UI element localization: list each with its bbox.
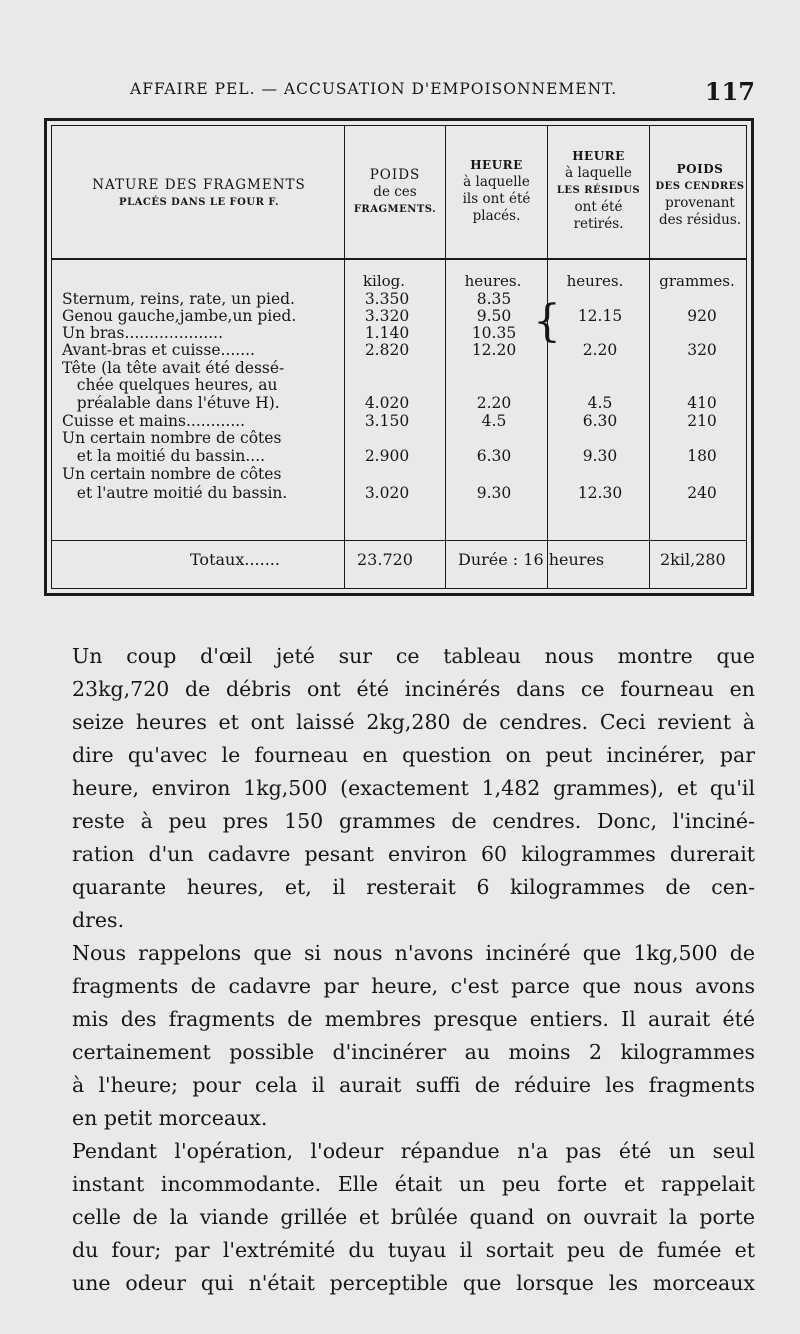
header-heure-retrait <box>548 148 649 233</box>
text-line: dres. <box>72 908 125 932</box>
header-nature-line2: PLACÉS DANS LE FOUR F. <box>119 197 279 208</box>
cell-residus: 210 <box>687 412 717 430</box>
header-residus-line1: POIDS <box>676 162 724 176</box>
totals-residus: 2kil,280 <box>660 550 726 569</box>
cell-retire: 9.30 <box>582 447 618 465</box>
cell-poids: 4.020 <box>364 394 410 412</box>
header-poids-line3: FRAGMENTS. <box>353 204 437 215</box>
text-line: celle de la viande grillée et brûlée quand on ouvrait la porte <box>72 1205 755 1229</box>
text-line: ration d'un cadavre pesant environ 60 kilogrammes durerait <box>72 842 755 866</box>
cell-poids: 2.820 <box>364 341 410 359</box>
cell-heure: 4.5 <box>481 412 507 430</box>
header-retire-line1: HEURE <box>572 149 625 163</box>
cell-heure: 6.30 <box>476 447 512 465</box>
header-nature <box>55 177 343 211</box>
cell-poids: 3.350 <box>364 290 410 308</box>
text-line: certainement possible d'incinérer au moins 2 kilogrammes <box>72 1040 755 1064</box>
header-residus-line2: DES CENDRES <box>655 181 745 192</box>
cell-desc: Tête (la tête avait été dessé- <box>62 359 285 377</box>
cell-retire: 4.5 <box>587 394 613 412</box>
cell-heure: 2.20 <box>476 394 512 412</box>
text-line: heure, environ 1kg,500 (exactement 1,482 grammes), et qu'il <box>72 776 755 800</box>
cell-poids: 3.320 <box>364 307 410 325</box>
cell-residus: 920 <box>687 307 717 325</box>
cell-desc: Un certain nombre de côtes <box>62 465 282 483</box>
unit-heure: heures. <box>464 272 522 290</box>
cell-poids: 2.900 <box>364 447 410 465</box>
totals-label: Totaux....... <box>190 550 280 569</box>
header-residus-line4: des résidus. <box>658 212 742 228</box>
header-heure-line4: placés. <box>472 208 521 224</box>
cell-residus: 410 <box>687 394 717 412</box>
text-line: seize heures et ont laissé 2kg,280 de cendres. Ceci revient à <box>72 710 755 734</box>
cell-desc: et la moitié du bassin.... <box>62 447 266 465</box>
cell-desc: Avant-bras et cuisse....... <box>62 341 255 359</box>
totals-duree: Durée : 16 heures <box>458 550 605 569</box>
totals-poids: 23.720 <box>357 550 413 569</box>
header-nature-line1: NATURE DES FRAGMENTS <box>92 177 306 193</box>
header-poids-cendres <box>650 161 750 229</box>
running-title: AFFAIRE PEL. — ACCUSATION D'EMPOISONNEMENT. <box>130 80 618 98</box>
cell-desc: Cuisse et mains............ <box>62 412 246 430</box>
text-line: Un coup d'œil jeté sur ce tableau nous montre que <box>72 644 755 668</box>
unit-residus: grammes. <box>659 272 735 290</box>
cell-desc: Un certain nombre de côtes <box>62 429 282 447</box>
text-line: à l'heure; pour cela il aurait suffi de réduire les fragments <box>72 1073 755 1097</box>
cell-retire: 6.30 <box>582 412 618 430</box>
header-retire-line3: LES RÉSIDUS <box>556 185 641 196</box>
text-line: fragments de cadavre par heure, c'est parce que nous avons <box>72 974 755 998</box>
text-line: du four; par l'extrémité du tuyau il sortait peu de fumée et <box>72 1238 755 1262</box>
cell-desc: Sternum, reins, rate, un pied. <box>62 290 295 308</box>
text-line: en petit morceaux. <box>72 1106 268 1130</box>
cell-desc: préalable dans l'étuve H). <box>62 394 280 412</box>
text-line: 23kg,720 de débris ont été incinérés dans ce fourneau en <box>72 677 755 701</box>
text-line: une odeur qui n'était perceptible que lorsque les morceaux <box>72 1271 755 1295</box>
cell-poids: 3.150 <box>364 412 410 430</box>
text-line: mis des fragments de membres presque entiers. Il aurait été <box>72 1007 755 1031</box>
cell-heure: 9.50 <box>476 307 512 325</box>
cell-heure: 10.35 <box>471 324 517 342</box>
page-header <box>130 77 755 110</box>
paragraph-1 <box>72 640 755 937</box>
cell-heure: 8.35 <box>476 290 512 308</box>
header-retire-line5: retirés. <box>573 216 624 232</box>
header-heure-line2: à laquelle <box>463 174 530 190</box>
header-retire-line4: ont été <box>574 199 623 215</box>
cell-heure: 9.30 <box>476 484 512 502</box>
header-poids-line2: de ces <box>373 184 417 200</box>
header-heure-line1: HEURE <box>470 158 523 172</box>
header-rule <box>51 258 747 260</box>
text-line: quarante heures, et, il resterait 6 kilogrammes de cen- <box>72 875 755 899</box>
header-retire-line2: à laquelle <box>565 165 632 181</box>
paragraph-2 <box>72 937 755 1135</box>
text-line: dire qu'avec le fourneau en question on peut incinérer, par <box>72 743 755 767</box>
cell-desc: Genou gauche,jambe,un pied. <box>62 307 297 325</box>
cell-residus: 180 <box>687 447 717 465</box>
header-poids <box>345 167 445 218</box>
cell-retire: 12.30 <box>577 484 623 502</box>
brace-symbol: { <box>533 296 561 347</box>
header-residus-line3: provenant <box>665 195 735 211</box>
cell-poids: 3.020 <box>364 484 410 502</box>
paragraph-3 <box>72 1135 755 1300</box>
text-line: Pendant l'opération, l'odeur répandue n'a pas été un seul <box>72 1139 755 1163</box>
cell-retire: 2.20 <box>582 341 618 359</box>
page-number: 117 <box>704 77 755 106</box>
unit-retire: heures. <box>566 272 624 290</box>
text-line: Nous rappelons que si nous n'avons incinéré que 1kg,500 de <box>72 941 755 965</box>
text-line: instant incommodante. Elle était un peu forte et rappelait <box>72 1172 755 1196</box>
cell-retire: 12.15 <box>577 307 623 325</box>
header-heure-line3: ils ont été <box>462 191 531 207</box>
header-poids-line1: POIDS <box>369 167 421 183</box>
cell-desc: chée quelques heures, au <box>62 376 278 394</box>
cell-heure: 12.20 <box>471 341 517 359</box>
header-heure-placement <box>446 157 547 225</box>
text-line: reste à peu pres 150 grammes de cendres. Donc, l'inciné- <box>72 809 755 833</box>
cell-residus: 320 <box>687 341 717 359</box>
cell-desc: et l'autre moitié du bassin. <box>62 484 288 502</box>
unit-poids: kilog. <box>362 272 406 290</box>
cell-residus: 240 <box>687 484 717 502</box>
cell-poids: 1.140 <box>364 324 410 342</box>
totals-rule <box>51 540 747 541</box>
cell-desc: Un bras.................... <box>62 324 224 342</box>
